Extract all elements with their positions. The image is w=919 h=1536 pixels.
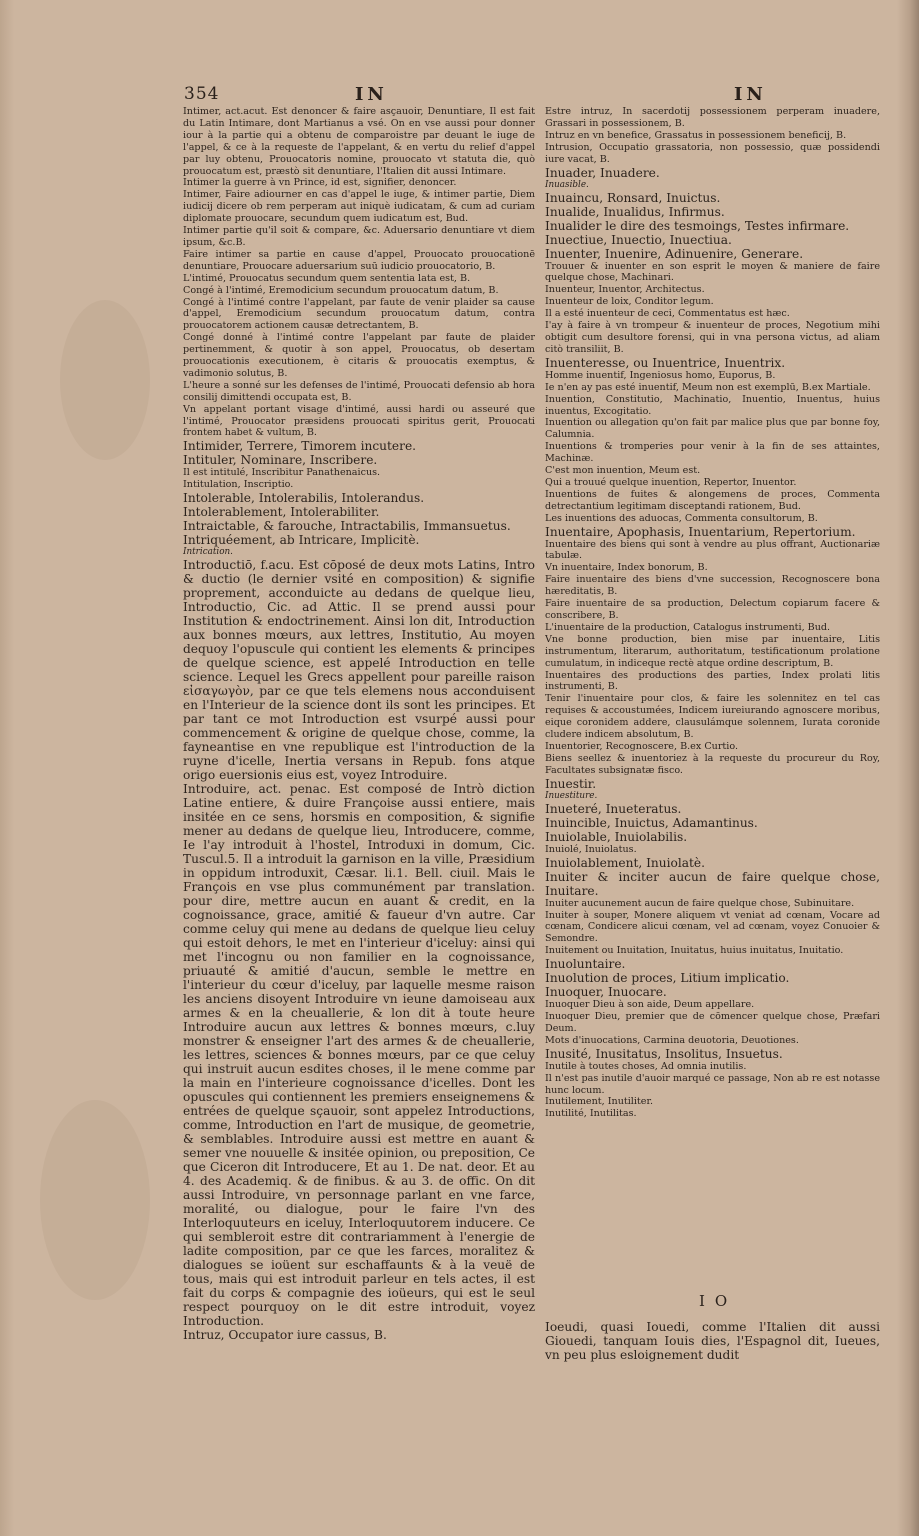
dictionary-entry: I'ay à faire à vn trompeur & inuenteur de proces, Negotium mihi obtigit cum desultore forensi, qui in vna persona victus, ad aliam citò transiliit, B. — [545, 320, 880, 355]
dictionary-entry: Vn inuentaire, Index bonorum, B. — [545, 562, 708, 574]
dictionary-entry: Congé à l'intimé contre l'appelant, par faute de venir plaider sa cause d'appel, Eremodicium secundum prouocatum datum, contra prouocatorem actionem causæ detrectantem, B. — [183, 296, 535, 332]
dictionary-entry: Homme inuentif, Ingeniosus homo, Euporus, B. — [545, 369, 776, 381]
paper-stain — [40, 1100, 150, 1300]
left-column — [183, 106, 535, 1416]
dictionary-entry: Inuention ou allegation qu'on fait par malice plus que par bonne foy, Calumnia. — [545, 417, 880, 441]
dictionary-entry: Intimer la guerre à vn Prince, id est, signifier, denoncer. — [183, 177, 457, 189]
dictionary-entry: Intimer partie qu'il soit & compare, &c. Aduersario denuntiare vt diem ipsum, &c.B. — [183, 225, 535, 248]
dictionary-entry: L'intimé, Prouocatus secundum quem sententia lata est, B. — [183, 272, 471, 284]
dictionary-entry: Inuoquer Dieu à son aide, Deum appellare. — [545, 999, 755, 1011]
dictionary-entry: Inuolution de proces, Litium implicatio. — [545, 971, 790, 986]
dictionary-entry: Congé donné à l'intimé contre l'appelant par faute de plaider pertinemment, & quotir à son appel, Prouocatus, ob desertam prouocationis executionem, è citaris & prouocatis exemptus, & vadimonio solutus, B. — [183, 332, 535, 379]
dictionary-entry: Inuentaire des biens qui sont à vendre au plus offrant, Auctionariæ tabulæ. — [545, 538, 880, 562]
dictionary-entry: Inuentions & tromperies pour venir à la fin de ses attaintes, Machinæ. — [545, 441, 880, 465]
dictionary-entry: Les inuentions des aduocas, Commenta consultorum, B. — [545, 512, 818, 524]
dictionary-entry: Biens seellez & inuentoriez à la requeste du procureur du Roy, Facultates subsignatæ fisco. — [545, 752, 880, 776]
dictionary-entry: Inutilement, Inutiliter. — [545, 1096, 654, 1108]
dictionary-entry: Inuincible, Inuictus, Adamantinus. — [545, 815, 758, 830]
dictionary-entry: Qui a trouué quelque inuention, Repertor, Inuentor. — [545, 476, 797, 488]
dictionary-entry: Inuasible. — [545, 179, 589, 190]
running-head-right: IN — [734, 84, 767, 105]
dictionary-entry: Intolerablement, Intolerabiliter. — [183, 505, 380, 520]
dictionary-entry: Inuiolable, Inuiolabilis. — [545, 829, 688, 844]
running-head-left: IN — [355, 84, 388, 105]
dictionary-entry: Inuenteur de loix, Conditor legum. — [545, 296, 714, 308]
dictionary-entry: Mots d'inuocations, Carmina deuotoria, Deuotiones. — [545, 1034, 799, 1046]
paper-stain — [60, 300, 150, 460]
dictionary-entry: Inuiolé, Inuiolatus. — [545, 843, 637, 855]
dictionary-entry: Faire inuentaire de sa production, Delectum copiarum facere & conscribere, B. — [545, 598, 880, 621]
dictionary-entry: Congé à l'intimé, Eremodicium secundum prouocatum datum, B. — [183, 284, 499, 296]
dictionary-entry: Intrication. — [183, 547, 233, 558]
dictionary-entry: Inuestiture. — [545, 790, 598, 801]
dictionary-entry: Inuoquer Dieu, premier que de cōmencer quelque chose, Præfari Deum. — [545, 1011, 880, 1034]
dictionary-entry: Inuectiue, Inuectio, Inuectiua. — [545, 232, 732, 247]
dictionary-entry: Intriquéement, ab Intricare, Implicitè. — [183, 533, 420, 548]
section-heading: IO — [699, 1292, 738, 1310]
dictionary-entry: Intimer, Faire adiourner en cas d'appel le iuge, & intimer partie, Diem iudicij dicere ob rem perperam aut iniquè iudicatam, & cum ad curiam diplomate prouocare, secundum quem iudicatum est, Bud. — [183, 189, 535, 225]
dictionary-entry: Inualider le dire des tesmoings, Testes infirmare. — [545, 218, 850, 233]
dictionary-entry: Inutile à toutes choses, Ad omnia inutilis. — [545, 1060, 747, 1072]
dictionary-entry: Intimider, Terrere, Timorem incutere. — [183, 439, 417, 454]
dictionary-entry: Inuiter aucunement aucun de faire quelque chose, Subinuitare. — [545, 897, 855, 909]
dictionary-entry: L'inuentaire de la production, Catalogus instrumenti, Bud. — [545, 621, 831, 633]
dictionary-entry: Inuention, Constitutio, Machinatio, Inuentio, Inuentus, huius inuentus, Excogitatio. — [545, 393, 880, 417]
dictionary-entry: Intituler, Nominare, Inscribere. — [183, 453, 378, 468]
dictionary-entry: Inuentions de fuites & alongemens de proces, Commenta detrectantium legitimam disceptandi rationem, Bud. — [545, 488, 880, 512]
dictionary-entry: Intruz, Occupator iure cassus, B. — [183, 1328, 387, 1343]
dictionary-entry: Inuader, Inuadere. — [545, 165, 660, 180]
dictionary-entry: Inuenteur, Inuentor, Architectus. — [545, 284, 705, 296]
dictionary-entry: Inuentaires des productions des parties, Index prolati litis instrumenti, B. — [545, 669, 880, 693]
dictionary-entry: Inualide, Inualidus, Infirmus. — [545, 204, 725, 219]
dictionary-entry: Inuaincu, Ronsard, Inuictus. — [545, 190, 721, 205]
dictionary-entry: Intrusion, Occupatio grassatoria, non possessio, quæ possidendi iure vacat, B. — [545, 141, 880, 165]
dictionary-entry: Faire inuentaire des biens d'vne succession, Recognoscere bona hæreditatis, B. — [545, 574, 880, 598]
dictionary-entry: Inusité, Inusitatus, Insolitus, Insuetus. — [545, 1046, 783, 1061]
dictionary-entry: Tenir l'inuentaire pour clos, & faire les solennitez en tel cas requises & accoustumées, Indicem iureiurando agnoscere moribus, eique coronidem addere, clausulámque solennem, Iurata coronide cludere indicem absolutum, B. — [545, 693, 880, 741]
right-column-bottom — [545, 1320, 880, 1362]
dictionary-entry: Inuitement ou Inuitation, Inuitatus, huius inuitatus, Inuitatio. — [545, 945, 844, 957]
dictionary-entry: Inueteré, Inueteratus. — [545, 801, 682, 816]
dictionary-entry: Inuoluntaire. — [545, 957, 626, 972]
dictionary-entry: Intimer, act.acut. Est denoncer & faire asçauoir, Denuntiare, Il est fait du Latin Intimare, dont Martianus a vsé. On en vse aussi pour donner iour à la partie qui a obtenu de comparoistre par deuant le iuge de l'appel, & ce à la requeste de l'appelant, & en vertu du relief d'appel par luy obtenu, Prouocatoris nomine, prouocato vt statuta die, quò prouocatum est, præstò sit denuntiare, l'Italien dit aussi Intimare. — [183, 106, 535, 177]
dictionary-entry: Introductiō, f.acu. Est cōposé de deux mots Latins, Intro & ductio (le dernier vsité en composition) & signifie proprement, acconduicte au dedans de quelque lieu, Introductio, Cic. ad Attic. Il se prend aussi pour Institution & endoctrinement. Ainsi lon dit, Introduction aux bonnes mœurs, aux lettres, Institutio, Au moyen dequoy l'opuscule qui contient les elements & principes de quelque science, est appelé Introduction en telle science. Lequel les Grecs appellent pour pareille raison εἰσαγωγὸν, par ce que tels elemens nous acconduisent en l'Interieur de la science dont ils sont les principes. Et par tant ce mot Introduction est vsurpé aussi pour commencement & origine de quelque chose, comme, la fayneantise en vne republique est l'introduction de la ruyne d'icelle, Inertia versans in Repub. fons atque origo euersionis eius est, voyez Introduire. — [183, 558, 535, 783]
dictionary-entry: Inuenter, Inuenire, Adinuenire, Generare. — [545, 246, 804, 261]
dictionary-entry: Intruz en vn benefice, Grassatus in possessionem beneficij, B. — [545, 129, 847, 141]
dictionary-entry: Inutilité, Inutilitas. — [545, 1108, 637, 1120]
dictionary-entry: Il n'est pas inutile d'auoir marqué ce passage, Non ab re est notasse hunc locum. — [545, 1072, 880, 1096]
dictionary-entry: Inuiolablement, Inuiolatè. — [545, 855, 705, 870]
dictionary-entry: Estre intruz, In sacerdotij possessionem perperam inuadere, Grassari in possessionem, B. — [545, 106, 880, 129]
right-column — [545, 106, 880, 1316]
dictionary-entry: Il est intitulé, Inscribitur Panathenaicus. — [183, 467, 381, 479]
dictionary-entry: Inuentorier, Recognoscere, B.ex Curtio. — [545, 740, 739, 752]
dictionary-entry: Trouuer & inuenter en son esprit le moyen & maniere de faire quelque chose, Machinari. — [545, 260, 880, 284]
dictionary-entry: Faire intimer sa partie en cause d'appel, Prouocato prouocationē denuntiare, Prouocare aduersarium suū iudicio prouocatorio, B. — [183, 248, 535, 272]
dictionary-entry: Ioeudi, quasi Iouedi, comme l'Italien dit aussi Giouedi, tanquam Iouis dies, l'Espagnol dit, Iueues, vn peu plus esloignement dudit — [545, 1320, 880, 1362]
dictionary-entry: Intolerable, Intolerabilis, Intolerandus. — [183, 491, 425, 506]
dictionary-entry: Vne bonne production, bien mise par inuentaire, Litis instrumentum, literarum, authoritatum, testificationum prolatione cumulatum, in indiceque rectè atque ordine descriptum, B. — [545, 633, 880, 669]
dictionary-entry: C'est mon inuention, Meum est. — [545, 465, 701, 477]
dictionary-entry: Inuentaire, Apophasis, Inuentarium, Repertorium. — [545, 524, 856, 539]
dictionary-entry: Inuestir. — [545, 776, 597, 791]
dictionary-entry: Intraictable, & farouche, Intractabilis, Immansuetus. — [183, 519, 511, 534]
dictionary-entry: Introduire, act. penac. Est composé de Intrò diction Latine entiere, & duire Françoise aussi entiere, mais insitée en ce sens, horsmis en composition, & signifie mener au dedans de quelque lieu, Introducere, comme, Ie l'ay introduit à l'hostel, Introduxi in domum, Cic. Tuscul.5. Il a introduit la garnison en la ville, Præsidium in oppidum introduxit, Cæsar. li.1. Bell. ciuil. Mais le François en vse plus communément par translation. pour dire, mettre aucun en auant & credit, en la cognoissance, grace, amitié & faueur d'vn autre. Car comme celuy qui mene au dedans de quelque lieu celuy qui estoit dehors, le met en l'interieur d'iceluy: ainsi qui met l'incognu ou non familier en la cognoissance, priuauté & amitié d'aucun, semble le mettre en l'interieur du cœur d'iceluy, par laquelle mesme raison les anciens disoyent Introduire vn ieune damoiseau aux armes & en la cheuallerie, & lon dit à toute heure Introduire aucun aux lettres & bonnes mœurs, c.luy monstrer & enseigner l'art des armes & de cheuallerie, les lettres, sciences & bonnes mœurs, par ce que celuy qui instruit aucun esdites choses, il le mene comme par la main en l'interieure cognoissance d'icelles. Dont les opuscules qui contiennent les premiers enseignemens & entrées de quelque sçauoir, sont appelez Introductions, comme, Introduction en l'art de musique, de geometrie, & semblables. Introduire aussi est mettre en auant & semer vne nouuelle & insitée opinion, ou preposition, Ce que Ciceron dit Introducere, Et au 1. De nat. deor. Et au 4. des Academiq. & de finibus. & au 3. de offic. On dit aussi Introduire, vn personnage parlant en vne farce, moralité, ou dialogue, pour le faire l'vn des Interloquuteurs en iceluy, Interloquutorem inducere. Ce qui sembleroit estre dit contrariamment à l'energie de ladite composition, par ce que les farces, moralitez & dialogues se ioüent sur eschaffaunts & à la veuë de tous, mais qui est introduit parleur en tels actes, il est fait du corps & compagnie des ioüeurs, qui est le seul respect pourquoy on le dit estre introduit, voyez Introduction. — [183, 782, 535, 1329]
dictionary-entry: Inuiter à souper, Monere aliquem vt veniat ad cœnam, Vocare ad cœnam, Condicere alicui cœnam, vel ad cœnam, voyez Conuoier & Semondre. — [545, 909, 880, 945]
dictionary-entry: Ie n'en ay pas esté inuentif, Meum non est exemplū, B.ex Martiale. — [545, 381, 871, 393]
dictionary-entry: Il a esté inuenteur de ceci, Commentatus est hæc. — [545, 308, 790, 320]
dictionary-entry: Inuiter & inciter aucun de faire quelque chose, Inuitare. — [545, 869, 880, 898]
dictionary-entry: Inuenteresse, ou Inuentrice, Inuentrix. — [545, 355, 786, 370]
page-number: 354 — [184, 84, 220, 104]
dictionary-entry: Vn appelant portant visage d'intimé, aussi hardi ou asseuré que l'intimé, Prouocator præsidens prouocati spiritus gerit, Prouocati frontem habet & vultum, B. — [183, 403, 535, 439]
dictionary-entry: Intitulation, Inscriptio. — [183, 479, 294, 491]
dictionary-entry: L'heure a sonné sur les defenses de l'intimé, Prouocati defensio ab hora consilij dimittendi occupata est, B. — [183, 379, 535, 403]
dictionary-entry: Inuoquer, Inuocare. — [545, 985, 667, 1000]
